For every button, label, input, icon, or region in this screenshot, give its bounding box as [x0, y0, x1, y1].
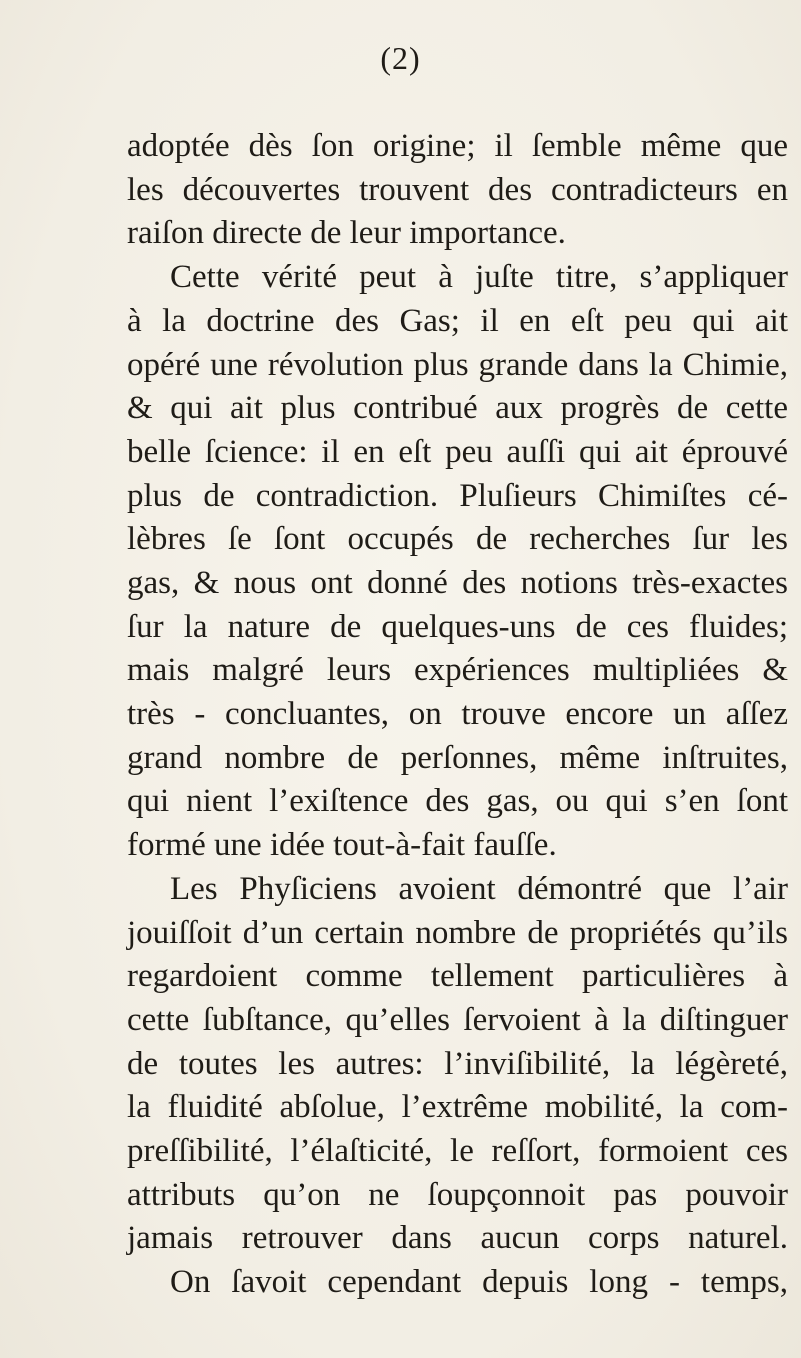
- text-line: les découvertes trouvent des contradicteurs en: [127, 171, 788, 208]
- text-line: belle ſcience: il en eſt peu auſſi qui ait éprouvé: [127, 433, 788, 470]
- text-line: ſur la nature de quelques-uns de ces fluides;: [127, 608, 788, 645]
- text-line: & qui ait plus contribué aux progrès de cette: [127, 390, 788, 427]
- text-line: attributs qu’on ne ſoupçonnoit pas pouvoir: [127, 1176, 788, 1213]
- text-line: regardoient comme tellement particulières à: [127, 958, 788, 995]
- text-line: plus de contradiction. Pluſieurs Chimiſtes cé-: [127, 477, 788, 514]
- text-line: formé une idée tout-à-fait fauſſe.: [127, 827, 557, 864]
- text-line: opéré une révolution plus grande dans la Chimie,: [127, 346, 788, 383]
- text-line: Les Phyſiciens avoient démontré que l’air: [170, 870, 788, 907]
- text-line: adoptée dès ſon origine; il ſemble même que: [127, 128, 788, 164]
- text-line: lèbres ſe ſont occupés de recherches ſur les: [127, 521, 788, 558]
- text-line: Cette vérité peut à juſte titre, s’appliquer: [170, 259, 788, 296]
- text-line: très - concluantes, on trouve encore un aſſez: [127, 696, 788, 732]
- page-number: (2): [380, 40, 421, 76]
- text-line: preſſibilité, l’élaſticité, le reſſort, formoient ces: [127, 1132, 788, 1169]
- text-line: jamais retrouver dans aucun corps naturel.: [127, 1220, 788, 1257]
- text-line: de toutes les autres: l’inviſibilité, la légèreté,: [127, 1045, 788, 1082]
- text-line: gas, & nous ont donné des notions très-exactes: [127, 564, 788, 601]
- text-line: jouiſſoit d’un certain nombre de propriétés qu’ils: [127, 914, 788, 951]
- text-line: à la doctrine des Gas; il en eſt peu qui ait: [127, 302, 788, 339]
- text-line: On ſavoit cependant depuis long - temps,: [170, 1264, 788, 1300]
- text-line: grand nombre de perſonnes, même inſtruites,: [127, 739, 788, 776]
- text-line: mais malgré leurs expériences multipliées &: [127, 652, 788, 689]
- text-line: cette ſubſtance, qu’elles ſervoient à la diſtinguer: [127, 1001, 788, 1038]
- text-line: raiſon directe de leur importance.: [127, 215, 566, 252]
- text-line: la fluidité abſolue, l’extrême mobilité, la com-: [127, 1089, 788, 1126]
- text-line: qui nient l’exiſtence des gas, ou qui s’en ſont: [127, 783, 788, 820]
